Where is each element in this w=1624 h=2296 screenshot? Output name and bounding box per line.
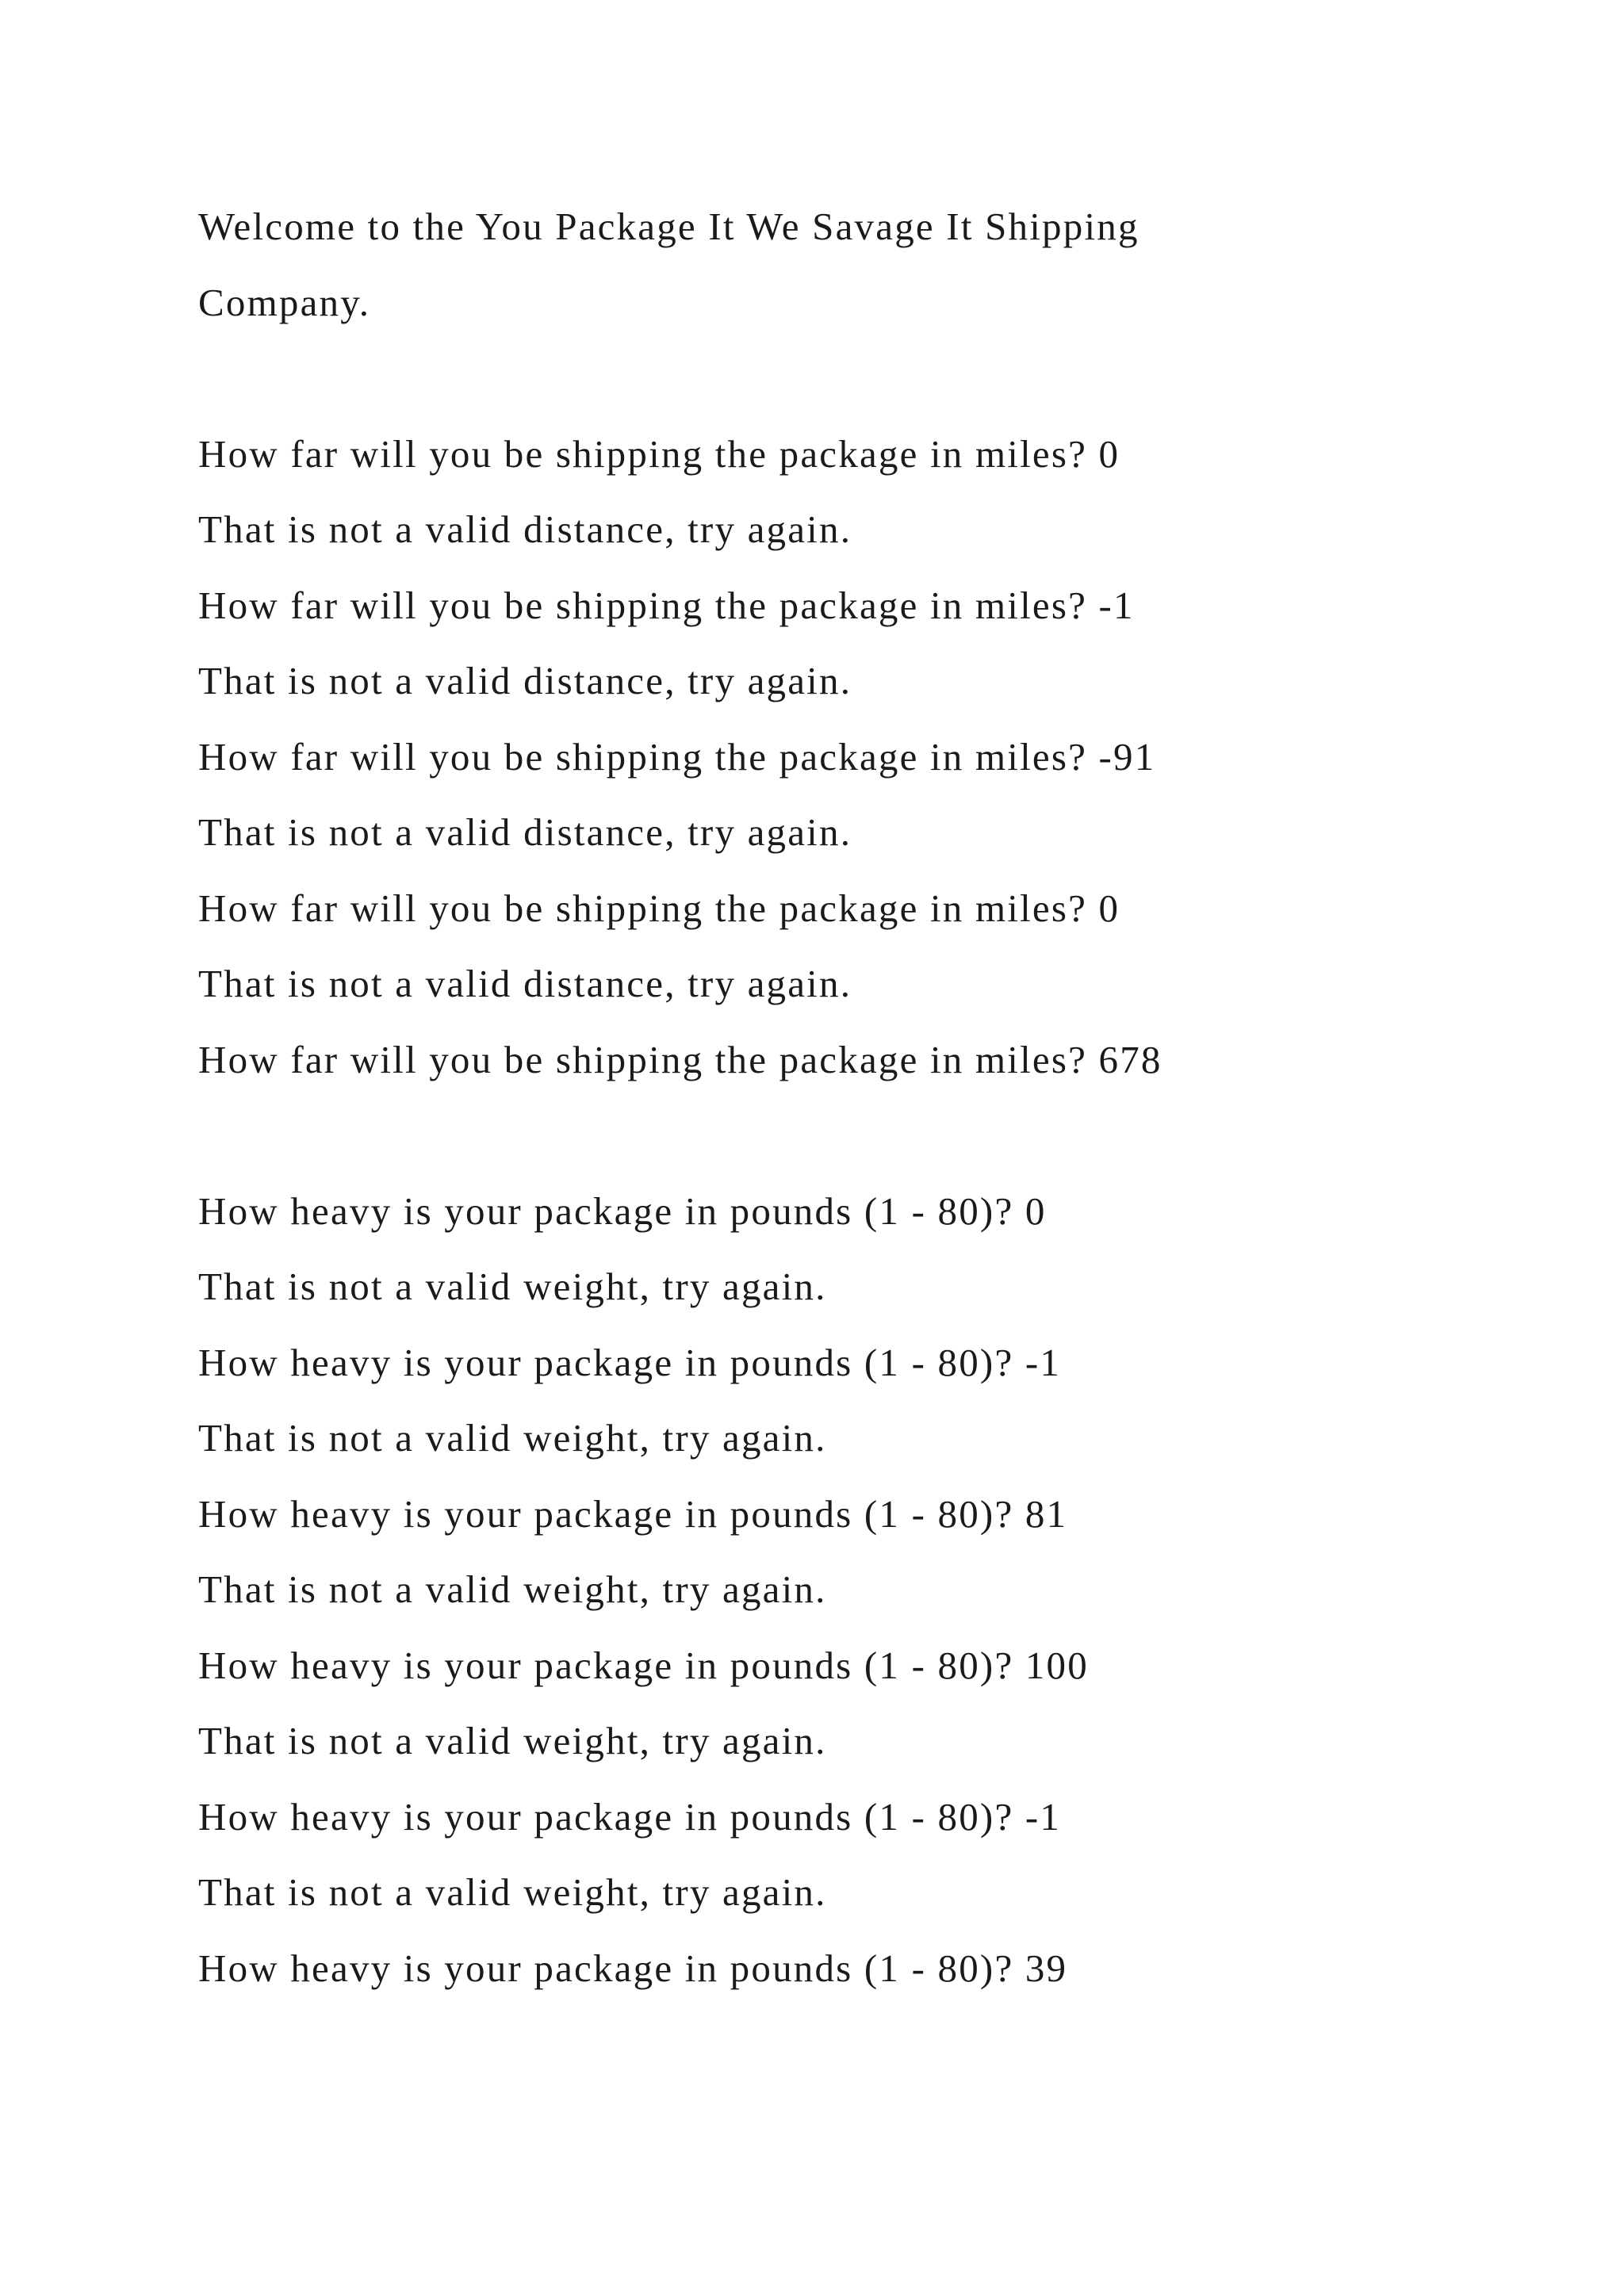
weight-prompt-line: How heavy is your package in pounds (1 - 80)? -1 xyxy=(198,1340,1062,1384)
weight-prompt-line: How heavy is your package in pounds (1 - 80)? 81 xyxy=(198,1491,1068,1536)
intro-line: Company. xyxy=(198,280,371,324)
weight-prompt-line: How heavy is your package in pounds (1 - 80)? 0 xyxy=(198,1188,1047,1233)
weight-error-line: That is not a valid weight, try again. xyxy=(198,1265,827,1308)
weight-error-line: That is not a valid weight, try again. xyxy=(198,1719,827,1762)
weight-prompt-line: How heavy is your package in pounds (1 - 80)? -1 xyxy=(198,1794,1062,1839)
distance-prompt-line: How far will you be shipping the package in miles? 0 xyxy=(198,886,1120,930)
blank-line xyxy=(198,340,1507,416)
distance-error-line: That is not a valid distance, try again. xyxy=(198,962,852,1005)
distance-error-line: That is not a valid distance, try again. xyxy=(198,659,852,702)
weight-error-line: That is not a valid weight, try again. xyxy=(198,1567,827,1611)
distance-prompt-line: How far will you be shipping the package in miles? -91 xyxy=(198,734,1156,779)
weight-prompt-line: How heavy is your package in pounds (1 - 80)? 39 xyxy=(198,1946,1068,1990)
blank-line xyxy=(198,1097,1507,1173)
distance-prompt-line: How far will you be shipping the package in miles? 678 xyxy=(198,1037,1162,1081)
weight-error-line: That is not a valid weight, try again. xyxy=(198,1416,827,1460)
intro-line: Welcome to the You Package It We Savage It Shipping xyxy=(198,205,1139,248)
distance-prompt-line: How far will you be shipping the package in miles? -1 xyxy=(198,583,1135,627)
distance-prompt-line: How far will you be shipping the package in miles? 0 xyxy=(198,431,1120,476)
weight-error-line: That is not a valid weight, try again. xyxy=(198,1870,827,1914)
distance-error-line: That is not a valid distance, try again. xyxy=(198,810,852,854)
distance-error-line: That is not a valid distance, try again. xyxy=(198,507,852,551)
document-body xyxy=(198,189,1507,2006)
weight-prompt-line: How heavy is your package in pounds (1 - 80)? 100 xyxy=(198,1643,1089,1687)
